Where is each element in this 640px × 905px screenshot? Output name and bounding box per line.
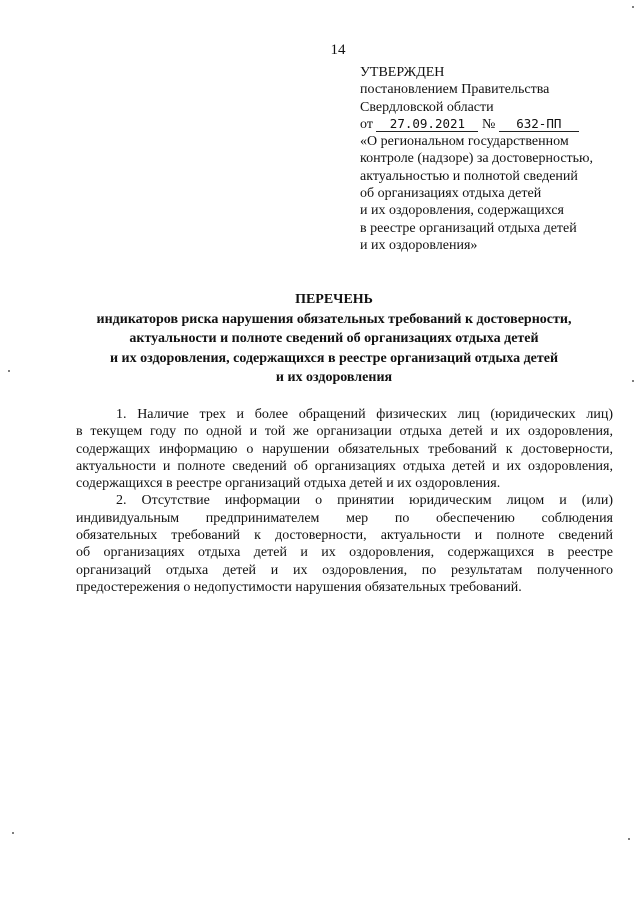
document-body: [76, 406, 613, 596]
heading-line: актуальности и полноте сведений об организациях отдыха детей: [129, 331, 539, 346]
page-number: 14: [330, 42, 346, 58]
approval-date-line: [360, 116, 630, 133]
paragraph-line: индивидуальным предпринимателем мер по обеспечению соблюдения: [76, 510, 613, 526]
approval-date: 27.09.2021: [376, 117, 478, 132]
heading-line: и их оздоровления, содержащихся в реестре организаций отдыха детей: [109, 350, 559, 366]
approval-subject-line: в реестре организаций отдыха детей: [360, 220, 577, 236]
paragraph-line: содержащихся в реестре организаций отдыха детей и их оздоровления.: [76, 476, 501, 492]
heading-line: и их оздоровления: [275, 370, 393, 385]
paragraph-2: [76, 492, 613, 596]
approval-subject-line: и их оздоровления, содержащихся: [360, 203, 564, 219]
paragraph-line: организаций отдыха детей и их оздоровления, по результатам полученного: [76, 562, 613, 578]
document-heading: [64, 290, 604, 388]
paragraph-line: 1. Наличие трех и более обращений физических лиц (юридических лиц): [116, 407, 613, 422]
approval-line-2: Свердловской области: [360, 99, 494, 115]
from-prefix: от: [360, 116, 373, 132]
approval-subject-line: и их оздоровления»: [360, 237, 478, 253]
approval-line-1: постановлением Правительства: [360, 82, 550, 98]
paragraph-line: в текущем году по одной и той же организации отдыха детей и их оздоровления,: [76, 424, 613, 440]
approval-title: УТВЕРЖДЕН: [360, 65, 445, 80]
paragraph-line: 2. Отсутствие информации о принятии юридическим лицом и (или): [116, 493, 613, 509]
heading-line: индикаторов риска нарушения обязательных требований к достоверности,: [96, 311, 572, 327]
approval-subject-line: актуальностью и полнотой сведений: [360, 168, 578, 184]
scan-speck: [8, 370, 10, 372]
approval-subject-line: контроле (надзоре) за достоверностью,: [360, 151, 593, 167]
approval-block: [360, 64, 630, 254]
scan-speck: [628, 838, 630, 840]
heading-title: ПЕРЕЧЕНЬ: [295, 292, 373, 307]
approval-number: 632-ПП: [499, 117, 579, 132]
paragraph-line: содержащих информацию о нарушении обязательных требований к достоверности,: [76, 441, 613, 457]
paragraph-line: актуальности и полноте сведений об организациях отдыха детей и их оздоровления,: [76, 458, 613, 474]
paragraph-line: предостережения о недопустимости нарушения обязательных требований.: [76, 579, 522, 595]
approval-subject-line: об организациях отдыха детей: [360, 186, 542, 202]
paragraph-line: обязательных требований к достоверности, актуальности и полноте сведений: [76, 528, 613, 544]
paragraph-1: [76, 406, 613, 492]
approval-subject-line: «О региональном государственном: [360, 134, 569, 150]
paragraph-line: об организациях отдыха детей и их оздоровления, содержащихся в реестре: [76, 545, 613, 561]
scan-speck: [632, 380, 634, 382]
scan-speck: [12, 832, 14, 834]
scan-speck: [632, 6, 634, 8]
number-sign: №: [481, 116, 496, 132]
